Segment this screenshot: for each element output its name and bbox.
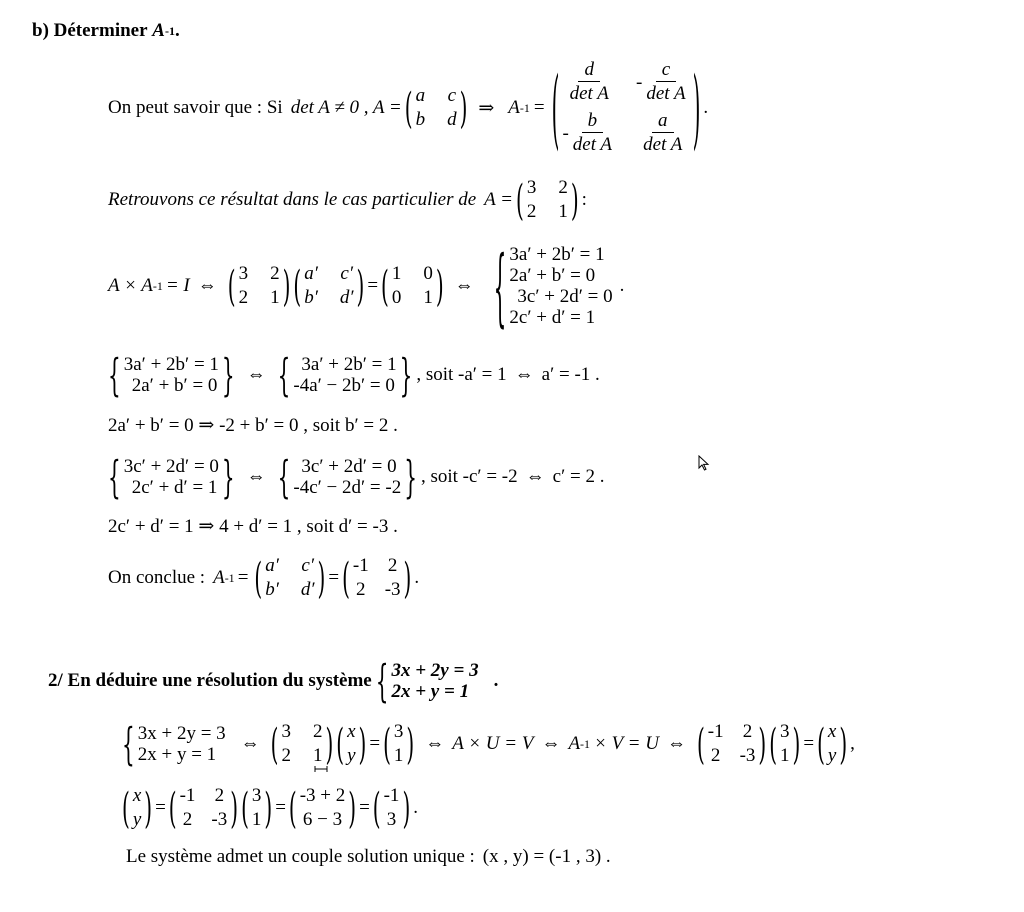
matrix-inverse-formula: ( $\frac{d}{\text{det A}}$ - $\frac{c}{\text{det A}}$ - $\frac{b}{\text{det A}}$ $\frac{a}{\text{det A}}$ ) <box>551 56 701 160</box>
solve-d-text: 2c′ + d′ = 1 ⇒ 4 + d′ = 1 , soit d′ = -3 . <box>108 516 398 537</box>
mouse-cursor-icon <box>698 455 710 471</box>
vector-xy: ( x y ) <box>817 718 848 770</box>
matrix-inverse: ( -1 2 2 -3 ) <box>168 782 239 834</box>
matrix-A-label: A = <box>484 189 513 210</box>
vector-rhs: ( 3 1 ) <box>769 718 801 770</box>
matrix-cell: b <box>415 109 426 130</box>
particular-case-line <box>108 176 587 224</box>
matrix-form-inverse: × V = U <box>594 733 659 754</box>
colon: : <box>581 189 587 210</box>
inverse-exponent: -1 <box>164 23 175 38</box>
final-answer-text: Le système admet un couple solution unique : <box>126 846 475 867</box>
inverse-formula-line <box>108 58 708 158</box>
part-2-heading: 2/ En déduire une résolution du système { 3x + 2y = 3 2x + y = 1 . <box>48 654 499 708</box>
final-solution: (x , y) = (-1 , 3) . <box>482 846 611 867</box>
matrix-unknowns: ( a′ c′ b′ d′ ) <box>254 552 326 604</box>
matrix-identity: ( 1 0 0 1 ) <box>381 260 444 312</box>
system-c-combined: { 3c′ + 2d′ = 0 -4c′ − 2d′ = -2 } <box>277 450 417 504</box>
particular-case-text: Retrouvons ce résultat dans le cas particulier de <box>108 189 477 210</box>
matrix-A: ( 3 2 2 1 ) <box>270 718 334 770</box>
fraction-d: $\frac{d}{\text{det A}}$ <box>569 59 609 104</box>
solve-a-line: { 3a′ + 2b′ = 1 2a′ + b′ = 0 } ⇔ { 3a′ + 2b′ = 1 -4a′ − 2b′ = 0 } , soit -a′ = 1 ⇔ a′ = -1 . <box>108 348 600 402</box>
minus-sign: - <box>562 122 569 144</box>
vector-computed: ( -3 + 2 6 − 3 ) <box>288 782 357 834</box>
implies-symbol: ⇒ <box>478 97 495 119</box>
equals-sign: = <box>367 275 379 296</box>
equation: 3a′ + 2b′ = 1 <box>509 244 605 265</box>
matrix-cell: c <box>447 85 457 106</box>
system-a-combined: { 3a′ + 2b′ = 1 -4a′ − 2b′ = 0 } <box>277 348 413 402</box>
vector-xy: ( x y ) <box>336 718 367 770</box>
solve-b-line <box>108 414 398 437</box>
matrix-A: ( 3 2 2 1 ) <box>227 260 291 312</box>
inverse-exponent: -1 <box>519 100 530 115</box>
matrix-unknowns: ( a′ c′ b′ d′ ) <box>293 260 365 312</box>
fraction-b: $\frac{b}{\text{det A}}$ <box>572 110 612 155</box>
computation-line: ( x y ) = ( -1 2 2 -3 ) ( 3 1 ) = ( -3 + 2 6 − 3 ) = ( -1 3 ) . <box>122 782 418 834</box>
inverse-lhs: A <box>508 97 520 118</box>
system-c-original: { 3c′ + 2d′ = 0 2c′ + d′ = 1 } <box>108 450 235 504</box>
matrix-cell: d <box>447 109 457 130</box>
vector-rhs: ( 3 1 ) <box>383 718 415 770</box>
final-answer-line <box>126 846 611 868</box>
heading-b-text: b) Déterminer <box>32 20 148 41</box>
fraction-c: $\frac{c}{\text{det A}}$ <box>646 59 686 104</box>
matrix-inverse: ( -1 2 2 -3 ) <box>696 718 767 770</box>
soit-c: , soit -c′ = -2 <box>420 466 518 487</box>
minus-sign: - <box>636 71 643 93</box>
formula-condition: det A ≠ 0 , A = <box>290 97 402 118</box>
solve-b-text: 2a′ + b′ = 0 ⇒ -2 + b′ = 0 , soit b′ = 2 . <box>108 415 398 436</box>
system-four-equations: { 3a′ + 2b′ = 1 2a′ + b′ = 0 3c′ + 2d′ = 0 2c′ + d′ = 1 <box>493 235 613 337</box>
conclusion-line: On conclue : A -1 = ( a′ c′ b′ d′ ) = ( -1 2 2 -3 ) . <box>108 552 420 604</box>
formula-intro: On peut savoir que : Si <box>108 97 283 118</box>
equiv-symbol: ⇔ <box>454 275 474 296</box>
vector-rhs: ( 3 1 ) <box>241 782 273 834</box>
identity-I: = I <box>165 275 190 296</box>
text-cursor-icon <box>314 766 328 772</box>
heading-b-matrix: A <box>152 20 165 41</box>
matrix-cell: a <box>415 85 426 106</box>
conclusion-intro: On conclue : <box>108 567 206 588</box>
formula-period: . <box>703 97 709 118</box>
matrix-inverse-result: ( -1 2 2 -3 ) <box>342 552 412 604</box>
result-a: a′ = -1 . <box>541 364 600 385</box>
matrix-equation-line: { 3x + 2y = 3 2x + y = 1 ⇔ ( 3 2 2 1 ) ( x y ) = ( 3 1 ) ⇔ A × U = V ⇔ A -1 × V = U ⇔ ( -1 2 2 -3 ) ( 3 1 ) = ( x y ) , <box>122 717 855 771</box>
system-a-original: { 3a′ + 2b′ = 1 2a′ + b′ = 0 } <box>108 348 235 402</box>
equation: 2c′ + d′ = 1 <box>509 307 596 328</box>
equation: 3c′ + 2d′ = 0 <box>517 286 613 307</box>
matrix-form-AUV: A × U = V <box>452 733 534 754</box>
solve-d-line <box>108 515 398 538</box>
vector-result: ( -1 3 ) <box>372 782 411 834</box>
matrix-A: ( 3 2 2 1 ) <box>516 174 579 226</box>
system-xy-heading: { 3x + 2y = 3 2x + y = 1 <box>375 654 479 708</box>
heading-period: . <box>174 20 180 41</box>
equiv-symbol: ⇔ <box>197 275 217 296</box>
result-c: c′ = 2 . <box>552 466 605 487</box>
solve-c-line: { 3c′ + 2d′ = 0 2c′ + d′ = 1 } ⇔ { 3c′ + 2d′ = 0 -4c′ − 2d′ = -2 } , soit -c′ = -2 ⇔ c′ = 2 . <box>108 450 605 504</box>
soit-a: , soit -a′ = 1 <box>416 364 507 385</box>
part-2-label: 2/ En déduire une résolution du système <box>48 670 372 691</box>
system-xy: { 3x + 2y = 3 2x + y = 1 <box>122 717 226 771</box>
equation: 2a′ + b′ = 0 <box>509 265 596 286</box>
product-identity-line: A × A -1 = I ⇔ ( 3 2 2 1 ) ( a′ c′ b′ d′ ) = ( 1 0 0 1 ) ⇔ { 3a′ + 2b′ = 1 2a′ + b′ = 0 3c′ + 2d′ = 0 2c′ + d′ = 1 . <box>108 235 625 337</box>
equals-sign: = <box>533 97 545 118</box>
matrix-abcd: ( a c b d ) <box>404 82 468 134</box>
section-b-heading <box>32 20 180 42</box>
vector-xy: ( x y ) <box>122 782 153 834</box>
fraction-a: $\frac{a}{\text{det A}}$ <box>643 110 683 155</box>
product-lhs: A × A <box>108 275 153 296</box>
